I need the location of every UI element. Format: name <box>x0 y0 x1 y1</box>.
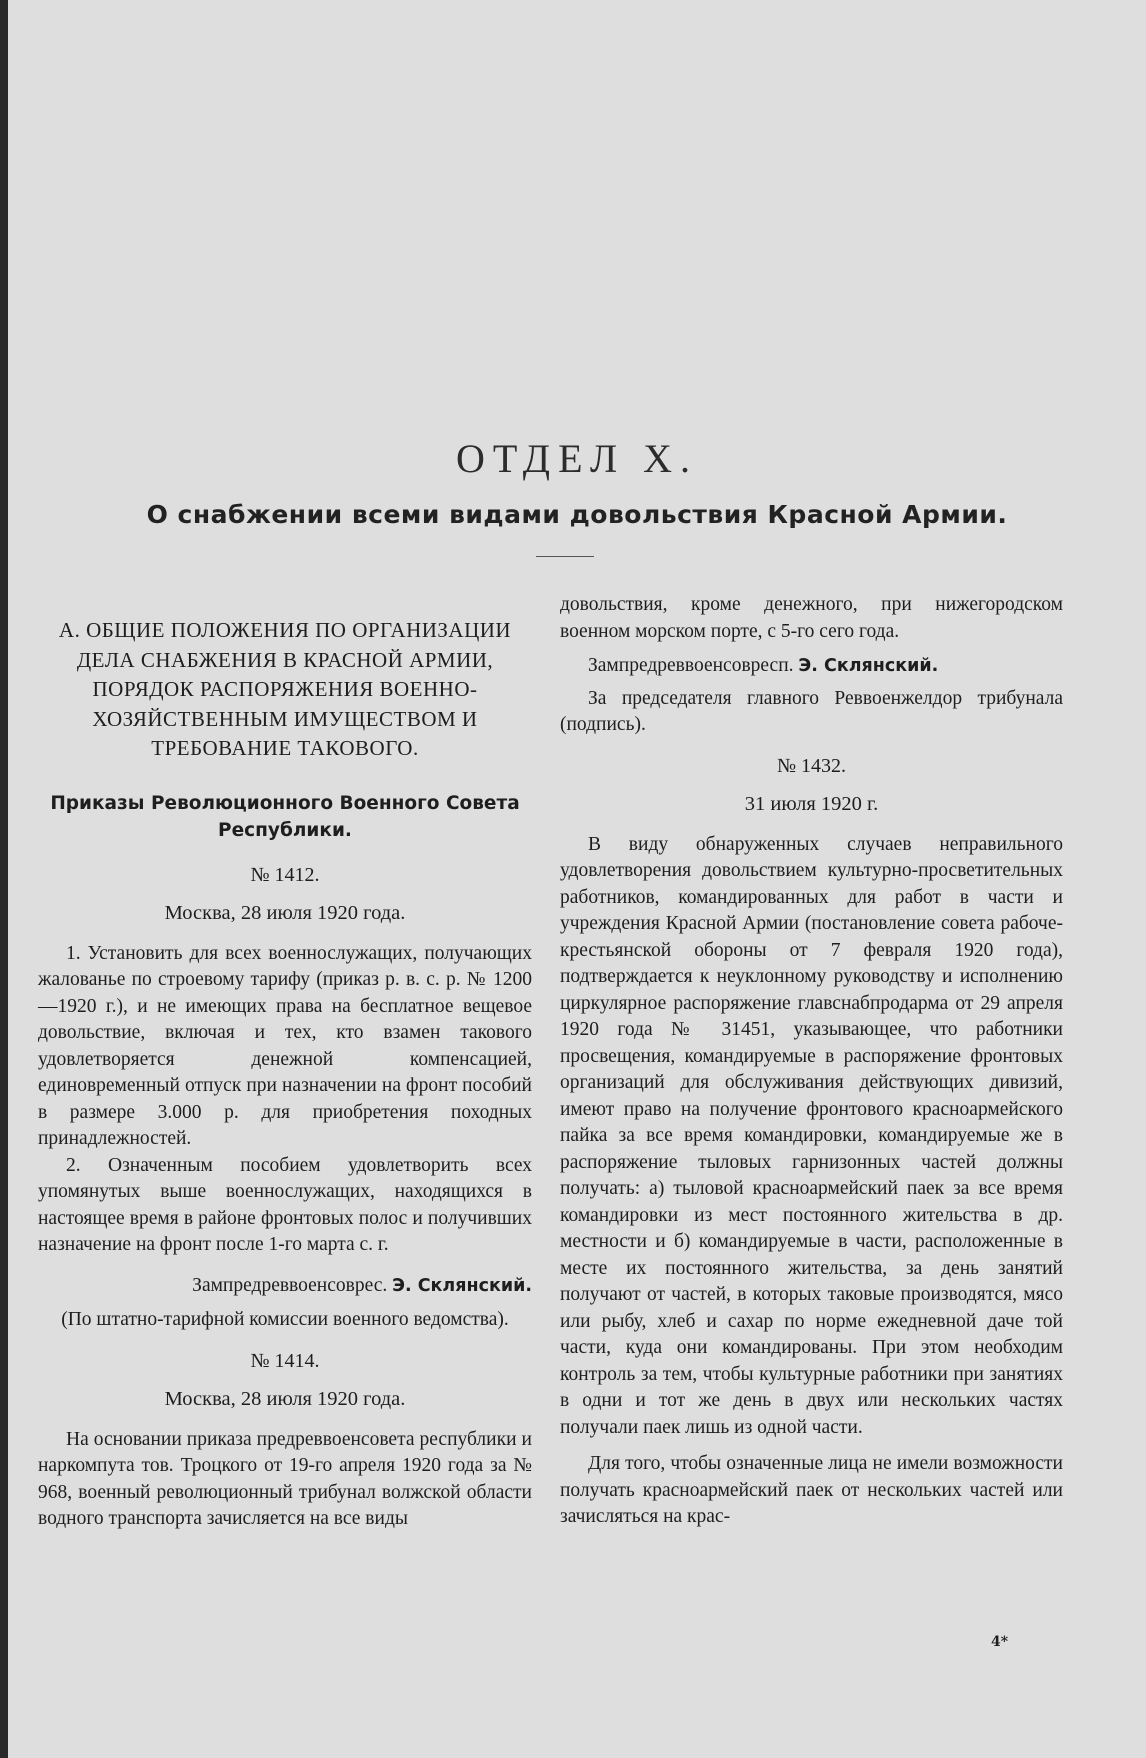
page-number: 4* <box>991 1634 1009 1650</box>
signature-role: Зампредреввоенсоврес. <box>192 1274 388 1296</box>
order-1412-paragraph-2: 2. Означенным пособием удовлетворить всех упомянутых выше военнослужащих, находящихся в настоящее время в районе фронтовых полос и получивших назначение на фронт после 1-го марта с. г. <box>38 1154 532 1255</box>
tribunal-signature: За председателя главного Реввоенжелдор трибунала (подпись). <box>560 687 1063 735</box>
order-1412-source: (По штатно-тарифной комиссии военного ведомства). <box>61 1309 509 1330</box>
divider-rule <box>536 556 594 557</box>
order-1432-paragraph-1: В виду обнаруженных случаев неправильного удовлетворения довольствием культурно-просветительных работников, командированных для работ в части и учреждения Красной Армии (постановление совета рабоче-крестьянской обороны от 7 февраля 1920 года), подтверждается к неуклонному руководству и исполнению циркулярное распоряжение главснабпродарма от 29 апреля 1920 года № 31451, указывающее, что работники просвещения, командируемые в распоряжение фронтовых организаций для обслуживания действующих дивизий, имеют право на получение фронтового красноармейского пайка за все время командировки, командируемые же в распоряжение тыловых гарнизонных частей должны получать: а) тыловой красноармейский паек за все время командировки из мест постоянного жительства в др. местности и б) командируемые в части, расположенные в месте их постоянного жительства, за день занятий получают от частей, в которых таковые производятся, мясо или рыбу, хлеб и сахар по норме ежедневной даче той части, куда они командированы. При этом необходим контроль за тем, чтобы культурные работники при занятиях в одни и тот же день в двух или нескольких частях получали паек лишь из одной части. <box>560 833 1063 1438</box>
order-1412-paragraph-1: 1. Установить для всех военнослужащих, получающих жалованье по строевому тарифу (приказ р. в. с. р. № 1200—1920 г.), и не имеющих права на бесплатное вещевое довольствие, включая и тех, кто взамен такового удовлетворяется денежной компенсацией, единовременный отпуск при назначении на фронт пособий в размере 3.000 р. для приобретения походных принадлежностей. <box>38 942 532 1149</box>
order-date-1432: 31 июля 1920 г. <box>744 793 879 815</box>
signature-role: Зампредреввоенсовресп. <box>588 655 794 676</box>
order-1412-signature <box>38 1273 532 1300</box>
signature-name: Э. Склянский. <box>392 1275 532 1296</box>
order-number-1432: № 1432. <box>776 754 847 777</box>
right-column <box>560 592 1063 1531</box>
order-number-1412: № 1412. <box>250 863 320 886</box>
book-spine-edge <box>0 0 8 1758</box>
order-date-1414: Москва, 28 июля 1920 года. <box>164 1388 406 1410</box>
order-1414-paragraph-1: На основании приказа предреввоенсовета республики и наркомпута тов. Троцкого от 19-го апреля 1920 года за № 968, военный революционный трибунал волжской области водного транспорта зачисляется на все виды <box>38 1428 532 1529</box>
part-a-heading: А. ОБЩИЕ ПОЛОЖЕНИЯ ПО ОРГАНИЗАЦИИ ДЕЛА СНАБЖЕНИЯ В КРАСНОЙ АРМИИ, ПОРЯДОК РАСПОРЯЖЕНИЯ ВОЕННО-ХОЗЯЙСТВЕННЫМ ИМУЩЕСТВОМ И ТРЕБОВАНИЕ ТАКОВОГО. <box>58 618 512 760</box>
order-date-1412: Москва, 28 июля 1920 года. <box>164 902 406 924</box>
order-1432-paragraph-2: Для того, чтобы означенные лица не имели возможности получать красноармейский паек от нескольких частей или зачисляться на крас- <box>560 1453 1063 1527</box>
section-title: ОТДЕЛ X. <box>455 436 698 481</box>
document-page <box>8 0 1146 1758</box>
order-number-1414: № 1414. <box>250 1349 320 1372</box>
section-subtitle: О снабжении всеми видами довольствия Красной Армии. <box>146 500 1008 529</box>
signature-name: Э. Склянский. <box>798 656 939 676</box>
left-column <box>38 592 532 1533</box>
order-1414-signature <box>560 653 1063 680</box>
order-1414-continuation: довольствия, кроме денежного, при нижегородском военном морском порте, с 5-го сего года. <box>560 594 1063 642</box>
orders-heading: Приказы Революционного Военного Совета Республики. <box>50 792 520 841</box>
